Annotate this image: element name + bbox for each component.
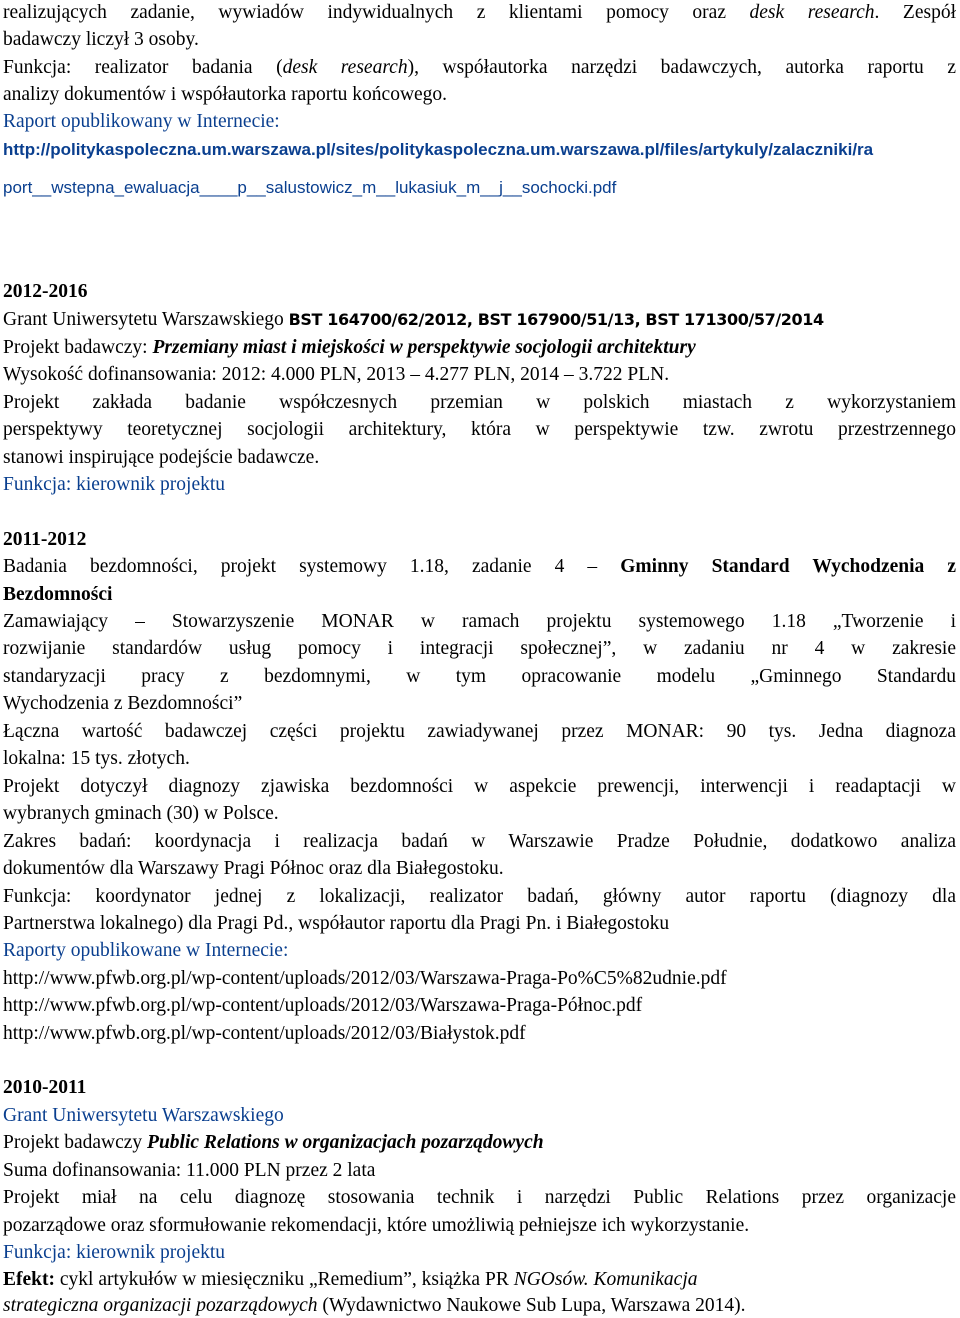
paragraph-line: Projekt zakłada badanie współczesnych przemian w polskich miastach z wykorzystaniem [3, 392, 956, 413]
paragraph-line: lokalna: 15 tys. złotych. [3, 748, 190, 769]
project-title-line: Projekt badawczy Public Relations w organizacjach pozarządowych [3, 1132, 544, 1153]
paragraph-line: Projekt miał na celu diagnozę stosowania technik i narzędzi Public Relations przez organizacje [3, 1187, 956, 1208]
report-url-link[interactable]: http://www.pfwb.org.pl/wp-content/uploads/2012/03/Warszawa-Praga-Po%C5%82udnie.pdf [3, 968, 727, 989]
paragraph-line: Zamawiający – Stowarzyszenie MONAR w ramach projektu systemowego 1.18 „Tworzenie i [3, 611, 956, 632]
effect-line: Efekt: cykl artykułów w miesięczniku „Remedium”, książka PR NGOsów. Komunikacja [3, 1269, 698, 1290]
funding-line: Suma dofinansowania: 11.000 PLN przez 2 lata [3, 1160, 376, 1181]
project-title-line: Badania bezdomności, projekt systemowy 1.18, zadanie 4 – Gminny Standard Wychodzenia z [3, 556, 956, 577]
paragraph-line: rozwijanie standardów usług pomocy i integracji społecznej”, w zadaniu nr 4 w zakresie [3, 638, 956, 659]
paragraph-line: analizy dokumentów i współautorka raportu końcowego. [3, 84, 448, 105]
grant-line: Grant Uniwersytetu Warszawskiego BST 164700/62/2012, BST 167900/51/13, BST 171300/57/2014 [3, 309, 824, 330]
project-title-line: Bezdomności [3, 584, 113, 605]
grant-line: Grant Uniwersytetu Warszawskiego [3, 1105, 284, 1126]
paragraph-line: Wychodzenia z Bezdomności” [3, 693, 243, 714]
paragraph-line: pozarządowe oraz sformułowanie rekomendacji, które umożliwią pełniejsze ich wykorzystanie. [3, 1215, 750, 1236]
paragraph-line: Zakres badań: koordynacja i realizacja badań w Warszawie Pradze Południe, dodatkowo analiza [3, 831, 956, 852]
report-url-link[interactable]: http://www.pfwb.org.pl/wp-content/uploads/2012/03/Białystok.pdf [3, 1023, 526, 1044]
paragraph-line: Łączna wartość badawczej części projektu zawiadywanej przez MONAR: 90 tys. Jedna diagnoza [3, 721, 956, 742]
paragraph-line: standaryzacji pracy z bezdomnymi, w tym opracowanie modelu „Gminnego Standardu [3, 666, 956, 687]
paragraph-line: badawczy liczył 3 osoby. [3, 29, 199, 50]
report-url-link[interactable]: http://www.pfwb.org.pl/wp-content/uploads/2012/03/Warszawa-Praga-Północ.pdf [3, 995, 643, 1016]
report-url-link[interactable]: http://politykaspoleczna.um.warszawa.pl/sites/politykaspoleczna.um.warszawa.pl/files/artykuly/zalaczniki/ra [3, 140, 874, 159]
paragraph-line: Funkcja: koordynator jednej z lokalizacji, realizator badań, główny autor raportu (diagnozy dla [3, 886, 956, 907]
report-published-label: Raport opublikowany w Internecie: [3, 111, 280, 132]
role-line: Funkcja: kierownik projektu [3, 1242, 226, 1263]
section-year-heading: 2010-2011 [3, 1077, 87, 1098]
effect-line: strategiczna organizacji pozarządowych (Wydawnictwo Naukowe Sub Lupa, Warszawa 2014). [3, 1295, 746, 1316]
paragraph-line: dokumentów dla Warszawy Pragi Północ oraz dla Białegostoku. [3, 858, 504, 879]
paragraph-line: Projekt dotyczył diagnozy zjawiska bezdomności w aspekcie prewencji, interwencji i readaptacji w [3, 776, 956, 797]
paragraph-line: realizujących zadanie, wywiadów indywidualnych z klientami pomocy oraz desk research. Zespół [3, 2, 956, 23]
funding-line: Wysokość dofinansowania: 2012: 4.000 PLN, 2013 – 4.277 PLN, 2014 – 3.722 PLN. [3, 364, 670, 385]
paragraph-line: Partnerstwa lokalnego) dla Pragi Pd., współautor raportu dla Pragi Pn. i Białegostoku [3, 913, 670, 934]
role-line: Funkcja: kierownik projektu [3, 474, 226, 495]
section-year-heading: 2011-2012 [3, 529, 87, 550]
paragraph-line: stanowi inspirujące podejście badawcze. [3, 447, 320, 468]
paragraph-line: perspektywy teoretycznej socjologii architektury, która w perspektywie tzw. zwrotu przestrzennego [3, 419, 956, 440]
section-year-heading: 2012-2016 [3, 281, 88, 302]
project-title-line: Projekt badawczy: Przemiany miast i miejskości w perspektywie socjologii architektury [3, 337, 696, 358]
paragraph-line: Funkcja: realizator badania (desk research), współautorka narzędzi badawczych, autorka raportu z [3, 57, 956, 78]
paragraph-line: wybranych gminach (30) w Polsce. [3, 803, 279, 824]
reports-published-label: Raporty opublikowane w Internecie: [3, 940, 289, 961]
report-url-link-continued[interactable]: port__wstepna_ewaluacja____p__salustowicz_m__lukasiuk_m__j__sochocki.pdf [3, 178, 617, 197]
